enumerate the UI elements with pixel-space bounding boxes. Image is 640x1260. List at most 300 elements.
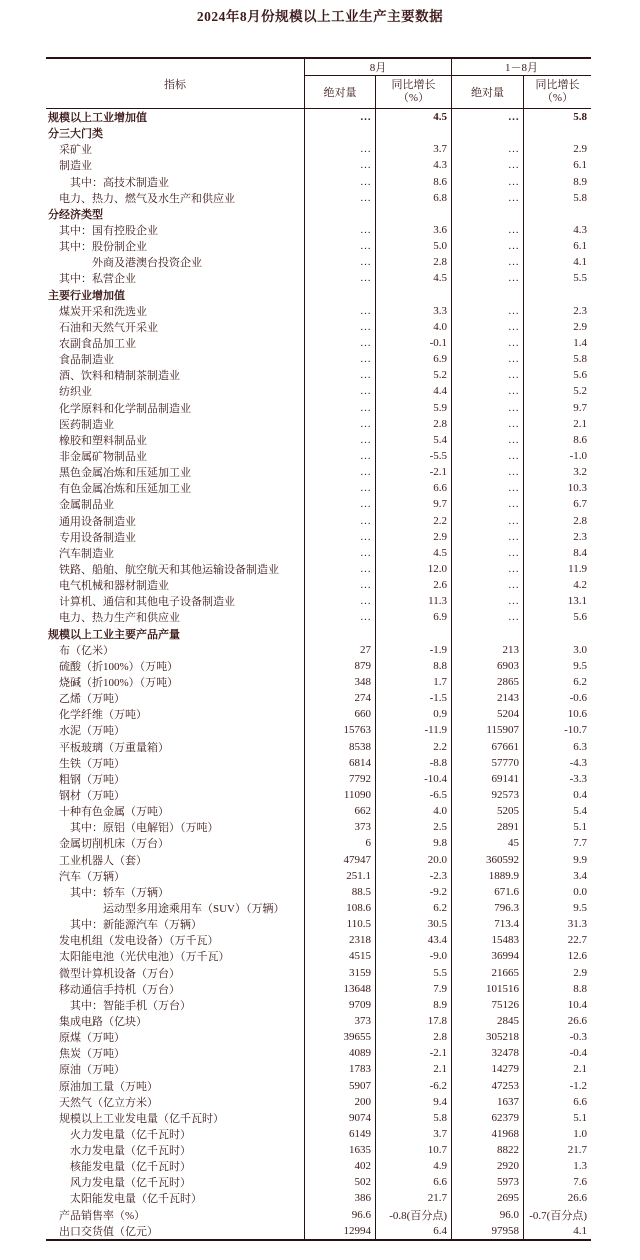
row-value: 1.7 xyxy=(375,674,451,690)
row-value: 4.3 xyxy=(375,157,451,173)
row-label: 汽车制造业 xyxy=(59,547,114,560)
row-value: 7.6 xyxy=(523,1174,591,1190)
table-row xyxy=(46,884,591,900)
row-value: 305218 xyxy=(451,1029,523,1045)
table-row xyxy=(46,109,591,125)
row-value: 402 xyxy=(304,1158,375,1174)
row-label: 平板玻璃（万重量箱） xyxy=(59,741,169,754)
row-value: … xyxy=(304,561,375,577)
row-value: 47253 xyxy=(451,1077,523,1093)
row-label: 集成电路（亿块） xyxy=(59,1015,147,1028)
row-value: 115907 xyxy=(451,722,523,738)
row-value: … xyxy=(304,254,375,270)
row-value: 5.8 xyxy=(523,351,591,367)
row-value: 10.6 xyxy=(523,706,591,722)
row-value: 1635 xyxy=(304,1142,375,1158)
row-label: 产品销售率（%） xyxy=(59,1209,146,1222)
row-value: 15483 xyxy=(451,932,523,948)
row-value: 67661 xyxy=(451,738,523,754)
row-value: 21665 xyxy=(451,964,523,980)
row-value: 5.2 xyxy=(375,367,451,383)
row-value: 6.1 xyxy=(523,238,591,254)
row-value: … xyxy=(304,190,375,206)
row-value: 2318 xyxy=(304,932,375,948)
table-row xyxy=(46,1174,591,1190)
row-value: -5.5 xyxy=(375,448,451,464)
row-value: 6.2 xyxy=(523,674,591,690)
row-label: 铁路、船舶、航空航天和其他运输设备制造业 xyxy=(59,564,279,576)
table-row xyxy=(46,383,591,399)
row-value: … xyxy=(304,513,375,529)
row-value: … xyxy=(304,303,375,319)
row-value: 101516 xyxy=(451,981,523,997)
row-value: … xyxy=(304,270,375,286)
table-row xyxy=(46,416,591,432)
row-value: 10.3 xyxy=(523,480,591,496)
row-label: 非金属矿物制品业 xyxy=(59,451,147,464)
table-row xyxy=(46,270,591,286)
row-value: 5.1 xyxy=(523,819,591,835)
row-value: … xyxy=(451,109,523,125)
row-label: 通用设备制造业 xyxy=(59,515,136,528)
row-label: 火力发电量（亿千瓦时） xyxy=(70,1128,191,1141)
row-value xyxy=(375,287,451,303)
table-row xyxy=(46,1061,591,1077)
table-row xyxy=(46,981,591,997)
row-value: 6.8 xyxy=(375,190,451,206)
table-row xyxy=(46,448,591,464)
row-value: 713.4 xyxy=(451,916,523,932)
row-label: 汽车（万辆） xyxy=(59,870,125,883)
header-yoy-august-line2: （%） xyxy=(397,92,430,104)
row-value: 274 xyxy=(304,690,375,706)
row-label: 发电机组（发电设备）（万千瓦） xyxy=(59,935,219,948)
row-value: 5.2 xyxy=(523,383,591,399)
row-value: -2.3 xyxy=(375,868,451,884)
row-value: 6903 xyxy=(451,658,523,674)
row-label: 出口交货值（亿元） xyxy=(59,1225,158,1238)
row-value: -1.5 xyxy=(375,690,451,706)
row-value: 879 xyxy=(304,658,375,674)
row-value: 26.6 xyxy=(523,1013,591,1029)
row-value xyxy=(304,206,375,222)
row-value: 348 xyxy=(304,674,375,690)
row-value: 0.9 xyxy=(375,706,451,722)
row-value: … xyxy=(451,174,523,190)
table-row xyxy=(46,1142,591,1158)
row-label: 规模以上工业增加值 xyxy=(48,112,147,125)
row-value: 6149 xyxy=(304,1126,375,1142)
row-value: … xyxy=(451,367,523,383)
row-label: 化学纤维（万吨） xyxy=(59,709,147,722)
row-value: -0.7(百分点) xyxy=(523,1207,591,1223)
row-value: 110.5 xyxy=(304,916,375,932)
table-row xyxy=(46,577,591,593)
row-value: 373 xyxy=(304,1013,375,1029)
row-label: 水力发电量（亿千瓦时） xyxy=(70,1145,191,1158)
row-label: 金属制品业 xyxy=(59,499,114,512)
row-value: 31.3 xyxy=(523,916,591,932)
row-value: 2.2 xyxy=(375,513,451,529)
header-indicator: 指标 xyxy=(164,78,186,91)
row-value: 4.9 xyxy=(375,1158,451,1174)
row-value: 8.8 xyxy=(523,981,591,997)
row-value: -8.8 xyxy=(375,755,451,771)
row-value: 660 xyxy=(304,706,375,722)
row-value: 88.5 xyxy=(304,884,375,900)
row-value: 2.2 xyxy=(375,738,451,754)
table-row xyxy=(46,1077,591,1093)
row-value: -2.1 xyxy=(375,464,451,480)
row-label: 水泥（万吨） xyxy=(59,725,125,738)
row-value: 21.7 xyxy=(375,1190,451,1206)
table-row xyxy=(46,997,591,1013)
row-value: 3.4 xyxy=(523,868,591,884)
table-row xyxy=(46,1207,591,1223)
row-value: 8822 xyxy=(451,1142,523,1158)
row-value: 8.9 xyxy=(375,997,451,1013)
header-group-august: 8月 xyxy=(304,59,451,76)
row-value: 8.8 xyxy=(375,658,451,674)
row-value: 5.1 xyxy=(523,1110,591,1126)
row-value: 4.0 xyxy=(375,803,451,819)
row-value: 5.8 xyxy=(523,109,591,125)
row-value: 1637 xyxy=(451,1094,523,1110)
row-label: 运动型多用途乘用车（SUV）（万辆） xyxy=(103,902,285,915)
row-label: 微型计算机设备（万台） xyxy=(59,967,180,980)
row-value: … xyxy=(451,529,523,545)
row-value: 213 xyxy=(451,642,523,658)
row-value: 10.4 xyxy=(523,997,591,1013)
row-value: -2.1 xyxy=(375,1045,451,1061)
table-row xyxy=(46,561,591,577)
row-label: 原油（万吨） xyxy=(59,1064,125,1077)
row-value xyxy=(523,125,591,141)
header-absolute-august: 绝对量 xyxy=(304,76,375,108)
table-row xyxy=(46,496,591,512)
row-value: 97958 xyxy=(451,1223,523,1239)
row-value: 1889.9 xyxy=(451,868,523,884)
row-value: 5.6 xyxy=(523,367,591,383)
row-value: 5.4 xyxy=(375,432,451,448)
table-body xyxy=(46,109,591,1239)
row-value: 2.8 xyxy=(375,416,451,432)
row-value: 3159 xyxy=(304,964,375,980)
row-value: 5.8 xyxy=(375,1110,451,1126)
row-value: … xyxy=(451,254,523,270)
row-label: 金属切削机床（万台） xyxy=(59,838,169,851)
table-row xyxy=(46,787,591,803)
row-value: 6814 xyxy=(304,755,375,771)
row-value xyxy=(523,287,591,303)
row-value xyxy=(451,206,523,222)
row-value: 11.3 xyxy=(375,593,451,609)
row-value: 8.6 xyxy=(375,174,451,190)
row-label: 专用设备制造业 xyxy=(59,531,136,544)
row-value: 1.4 xyxy=(523,335,591,351)
row-value: 57770 xyxy=(451,755,523,771)
table-row xyxy=(46,1190,591,1206)
row-value: … xyxy=(451,335,523,351)
row-value: 20.0 xyxy=(375,851,451,867)
row-value: … xyxy=(451,416,523,432)
row-label: 分三大门类 xyxy=(48,128,103,141)
row-label: 有色金属冶炼和压延加工业 xyxy=(59,483,191,496)
row-value: … xyxy=(304,529,375,545)
row-label: 工业机器人（套） xyxy=(59,854,147,867)
row-value: … xyxy=(451,593,523,609)
row-value: 360592 xyxy=(451,851,523,867)
row-value: 11.9 xyxy=(523,561,591,577)
row-label: 钢材（万吨） xyxy=(59,789,125,802)
row-value: 1.3 xyxy=(523,1158,591,1174)
table-row xyxy=(46,900,591,916)
row-value: 5.6 xyxy=(523,609,591,625)
table-row xyxy=(46,868,591,884)
row-value: … xyxy=(451,609,523,625)
row-value: … xyxy=(304,141,375,157)
row-value: 47947 xyxy=(304,851,375,867)
table-row xyxy=(46,1158,591,1174)
table-row xyxy=(46,609,591,625)
row-label: 其中：轿车（万辆） xyxy=(70,886,169,899)
row-label: 外商及港澳台投资企业 xyxy=(92,257,202,270)
row-value: 4.5 xyxy=(375,109,451,125)
row-value: 6.6 xyxy=(523,1094,591,1110)
row-value: 0.0 xyxy=(523,884,591,900)
row-value: -10.7 xyxy=(523,722,591,738)
row-value: 39655 xyxy=(304,1029,375,1045)
row-label: 分经济类型 xyxy=(48,208,103,221)
row-value: 2.1 xyxy=(523,416,591,432)
table-row xyxy=(46,513,591,529)
row-label: 十种有色金属（万吨） xyxy=(59,806,169,819)
row-value: 9.9 xyxy=(523,851,591,867)
row-value xyxy=(375,125,451,141)
table-row xyxy=(46,157,591,173)
table-row xyxy=(46,593,591,609)
row-value: … xyxy=(304,448,375,464)
row-value: 2.8 xyxy=(375,254,451,270)
row-value: 3.6 xyxy=(375,222,451,238)
row-label: 其中：国有控股企业 xyxy=(59,225,158,238)
row-value: … xyxy=(451,545,523,561)
row-value: 0.4 xyxy=(523,787,591,803)
table-row xyxy=(46,190,591,206)
row-value: … xyxy=(451,190,523,206)
row-value: 12994 xyxy=(304,1223,375,1239)
table-row xyxy=(46,222,591,238)
row-label: 硫酸（折100%）（万吨） xyxy=(59,660,179,673)
table-header xyxy=(46,59,591,109)
row-value xyxy=(451,626,523,642)
table-row xyxy=(46,367,591,383)
row-label: 食品制造业 xyxy=(59,354,114,367)
row-value: 6.1 xyxy=(523,157,591,173)
row-label: 生铁（万吨） xyxy=(59,757,125,770)
row-value: 108.6 xyxy=(304,900,375,916)
row-value: 5907 xyxy=(304,1077,375,1093)
row-value: 9709 xyxy=(304,997,375,1013)
row-value: 9.8 xyxy=(375,835,451,851)
row-value xyxy=(304,287,375,303)
header-yoy-jan-aug xyxy=(523,76,591,108)
row-value: 2.9 xyxy=(523,141,591,157)
header-yoy-august xyxy=(375,76,451,108)
row-label: 黑色金属冶炼和压延加工业 xyxy=(59,467,191,480)
row-value: … xyxy=(451,383,523,399)
row-value: 4.1 xyxy=(523,1223,591,1239)
row-value: 32478 xyxy=(451,1045,523,1061)
row-value: 2.1 xyxy=(523,1061,591,1077)
row-value: -3.3 xyxy=(523,771,591,787)
row-value: … xyxy=(304,416,375,432)
row-value: 2865 xyxy=(451,674,523,690)
row-value: 2695 xyxy=(451,1190,523,1206)
row-value: 96.6 xyxy=(304,1207,375,1223)
row-label: 移动通信手持机（万台） xyxy=(59,983,180,996)
row-value: … xyxy=(451,141,523,157)
row-label: 其中：原铝（电解铝）（万吨） xyxy=(70,822,219,835)
row-label: 其中：私营企业 xyxy=(59,273,136,286)
header-absolute-jan-aug: 绝对量 xyxy=(451,76,523,108)
row-value: 14279 xyxy=(451,1061,523,1077)
table-row xyxy=(46,174,591,190)
row-value: 43.4 xyxy=(375,932,451,948)
table-row xyxy=(46,932,591,948)
table-row xyxy=(46,319,591,335)
row-value: 6.6 xyxy=(375,480,451,496)
row-value: 13.1 xyxy=(523,593,591,609)
table-row xyxy=(46,141,591,157)
row-value: 2891 xyxy=(451,819,523,835)
table-row xyxy=(46,238,591,254)
row-value: … xyxy=(304,351,375,367)
row-value: 3.7 xyxy=(375,141,451,157)
row-label: 医药制造业 xyxy=(59,418,114,431)
row-label: 规模以上工业发电量（亿千瓦时） xyxy=(59,1112,224,1125)
row-value: 2.9 xyxy=(523,319,591,335)
row-value: 2.8 xyxy=(375,1029,451,1045)
row-value: 30.5 xyxy=(375,916,451,932)
row-value xyxy=(304,125,375,141)
row-label: 其中：智能手机（万台） xyxy=(70,999,191,1012)
row-value: … xyxy=(451,432,523,448)
row-value: 13648 xyxy=(304,981,375,997)
header-group-jan-aug: 1－8月 xyxy=(451,59,591,76)
table-row xyxy=(46,674,591,690)
table-row xyxy=(46,1013,591,1029)
table-row xyxy=(46,432,591,448)
row-value: … xyxy=(304,593,375,609)
row-value: 2.5 xyxy=(375,819,451,835)
row-value: 3.3 xyxy=(375,303,451,319)
row-value: 5973 xyxy=(451,1174,523,1190)
row-value: … xyxy=(451,238,523,254)
row-value: … xyxy=(451,157,523,173)
row-label: 布（亿米） xyxy=(59,644,114,657)
row-value: 8.9 xyxy=(523,174,591,190)
row-value: 9.7 xyxy=(375,496,451,512)
row-value: 9.4 xyxy=(375,1094,451,1110)
row-value: … xyxy=(451,561,523,577)
row-value: 1.0 xyxy=(523,1126,591,1142)
row-label: 粗钢（万吨） xyxy=(59,773,125,786)
table-row xyxy=(46,1126,591,1142)
table-row xyxy=(46,642,591,658)
row-value: 2.9 xyxy=(523,964,591,980)
row-value: 12.0 xyxy=(375,561,451,577)
table-row xyxy=(46,206,591,222)
table-row xyxy=(46,303,591,319)
industrial-data-table xyxy=(46,57,591,1241)
row-value: 2.3 xyxy=(523,529,591,545)
table-row xyxy=(46,1045,591,1061)
row-value: 6.9 xyxy=(375,351,451,367)
row-value: 45 xyxy=(451,835,523,851)
table-row xyxy=(46,464,591,480)
row-value: 9.5 xyxy=(523,658,591,674)
row-value: 373 xyxy=(304,819,375,835)
table-row xyxy=(46,626,591,642)
row-value: -0.4 xyxy=(523,1045,591,1061)
row-value: … xyxy=(451,351,523,367)
row-value: 2920 xyxy=(451,1158,523,1174)
row-value xyxy=(523,626,591,642)
row-value: 251.1 xyxy=(304,868,375,884)
row-value: … xyxy=(304,545,375,561)
table-row xyxy=(46,1223,591,1239)
row-value: … xyxy=(304,496,375,512)
row-value: 27 xyxy=(304,642,375,658)
row-value: -0.6 xyxy=(523,690,591,706)
table-row xyxy=(46,738,591,754)
row-value: 4.1 xyxy=(523,254,591,270)
table-row xyxy=(46,916,591,932)
row-value: … xyxy=(304,480,375,496)
row-label: 橡胶和塑料制品业 xyxy=(59,434,147,447)
row-value: 3.2 xyxy=(523,464,591,480)
row-value: … xyxy=(451,319,523,335)
row-value: 8538 xyxy=(304,738,375,754)
table-row xyxy=(46,480,591,496)
table-row xyxy=(46,529,591,545)
row-value: 4.0 xyxy=(375,319,451,335)
table-row xyxy=(46,964,591,980)
row-value: 502 xyxy=(304,1174,375,1190)
row-value: 2.8 xyxy=(523,513,591,529)
row-value: … xyxy=(304,577,375,593)
row-value: … xyxy=(304,157,375,173)
row-value: 21.7 xyxy=(523,1142,591,1158)
row-value: 12.6 xyxy=(523,948,591,964)
row-label: 主要行业增加值 xyxy=(48,289,125,302)
row-value: … xyxy=(304,609,375,625)
row-value xyxy=(523,206,591,222)
row-value: 5204 xyxy=(451,706,523,722)
row-value: 796.3 xyxy=(451,900,523,916)
row-value: 7792 xyxy=(304,771,375,787)
row-label: 酒、饮料和精制茶制造业 xyxy=(59,370,180,383)
row-value: … xyxy=(304,464,375,480)
header-yoy-jan-aug-line2: （%） xyxy=(541,92,574,104)
row-value: … xyxy=(451,577,523,593)
table-row xyxy=(46,803,591,819)
row-label: 乙烯（万吨） xyxy=(59,693,125,706)
table-row xyxy=(46,1029,591,1045)
row-value: … xyxy=(304,238,375,254)
row-value: … xyxy=(304,367,375,383)
